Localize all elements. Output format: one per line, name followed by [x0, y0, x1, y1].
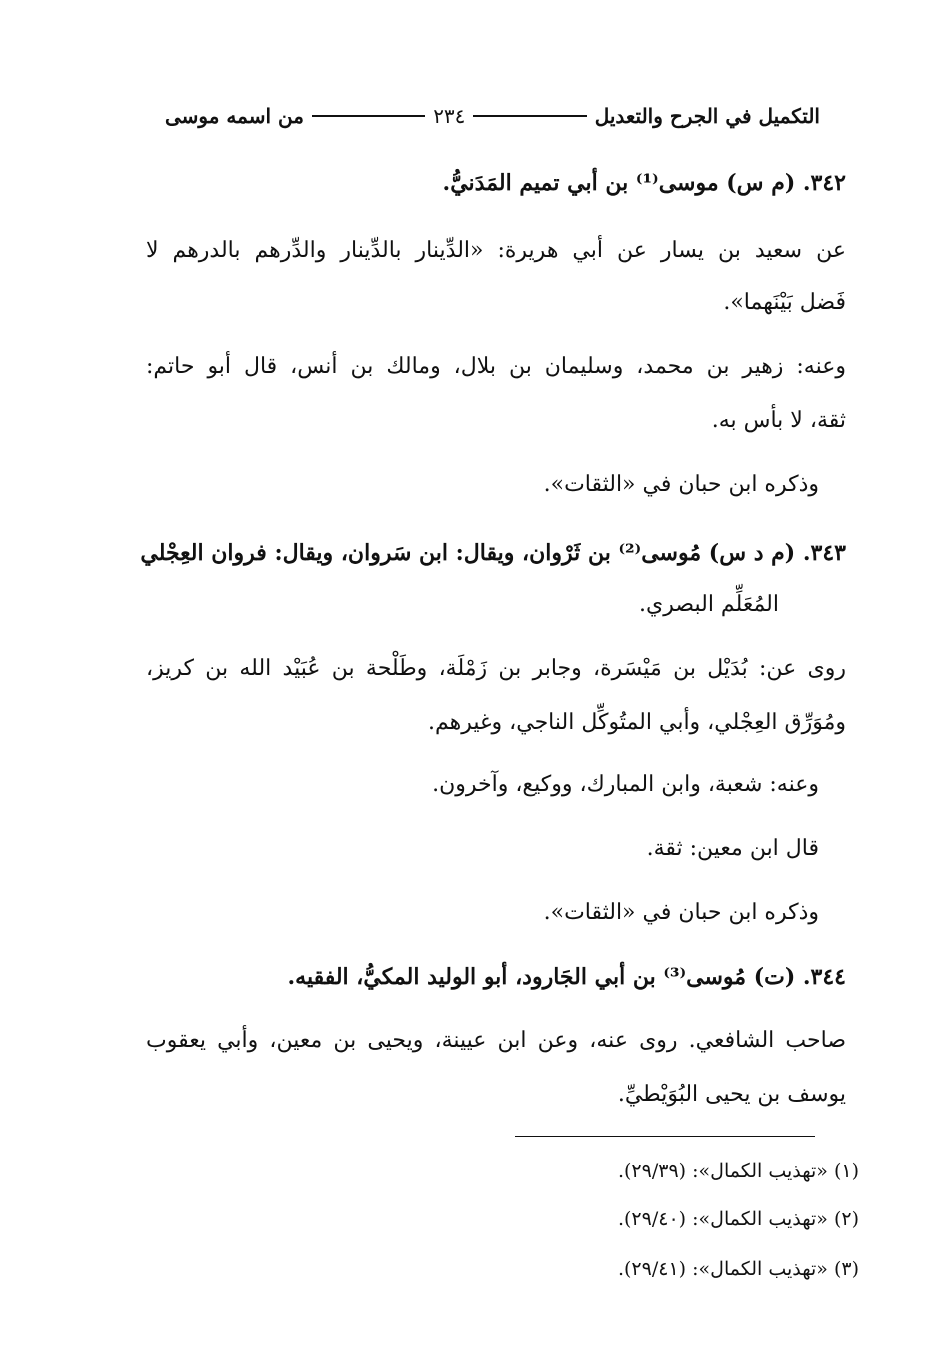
entry-343-text-line: روى عن: بُدَيْل بن مَيْسَرة، وجابر بن زَمْلَة، وطَلْحة بن عُبَيْد الله بن كريز،: [146, 656, 846, 681]
running-header: [165, 100, 820, 132]
footnote-divider: [515, 1136, 815, 1137]
footnote-2: (٢) «تهذيب الكمال»: (٢٩/٤٠).: [617, 1208, 859, 1230]
entry-343-title: ٣٤٣. (م د س) مُوسى⁽²⁾ بن ثَرْوان، ويقال: ابن سَروان، ويقال: فروان العِجْلي: [140, 540, 846, 566]
entry-343-title-cont: المُعَلِّم البصري.: [639, 592, 779, 617]
footnote-3: (٣) «تهذيب الكمال»: (٢٩/٤١).: [617, 1258, 859, 1280]
entry-343-text-line: قال ابن معين: ثقة.: [646, 836, 819, 861]
page-number: ٢٣٤: [433, 104, 466, 128]
entry-344-text-line: صاحب الشافعي. روى عنه، وعن ابن عيينة، ويحيى بن معين، وأبي يعقوب: [146, 1028, 846, 1053]
entry-342-text-line: وعنه: زهير بن محمد، وسليمان بن بلال، ومالك بن أنس، قال أبو حاتم:: [146, 354, 846, 379]
entry-342-text-line: ثقة، لا بأس به.: [711, 408, 846, 433]
entry-344-title: ٣٤٤. (ت) مُوسى⁽³⁾ بن أبي الجَارود، أبو الوليد المكيُّ، الفقيه.: [287, 964, 846, 990]
entry-342-text-line: وذكره ابن حبان في «الثقات».: [543, 472, 819, 497]
section-title: من اسمه موسى: [164, 104, 304, 128]
entry-343-text-line: وعنه: شعبة، وابن المبارك، ووكيع، وآخرون.: [432, 772, 819, 797]
entry-342-text-line: عن سعيد بن يسار عن أبي هريرة: «الدِّينار بالدِّينار والدِّرهم بالدرهم لا: [146, 238, 846, 263]
entry-342-text-line: فَضل بَيْنَهما».: [723, 290, 846, 315]
book-title: التكميل في الجرح والتعديل: [594, 104, 820, 128]
entry-343-text-line: وذكره ابن حبان في «الثقات».: [543, 900, 819, 925]
footnote-1: (١) «تهذيب الكمال»: (٢٩/٣٩).: [617, 1160, 859, 1182]
entry-344-text-line: يوسف بن يحيى البُوَيْطيِّ.: [617, 1082, 846, 1107]
entry-343-text-line: ومُوَرِّق العِجْلي، وأبي المتُوكِّل الناجي، وغيرهم.: [428, 710, 846, 735]
header-divider: [312, 115, 425, 117]
entry-342-title: ٣٤٢. (م س) موسى⁽¹⁾ بن أبي تميم المَدَنيُّ.: [442, 170, 846, 196]
header-divider: [473, 115, 586, 117]
